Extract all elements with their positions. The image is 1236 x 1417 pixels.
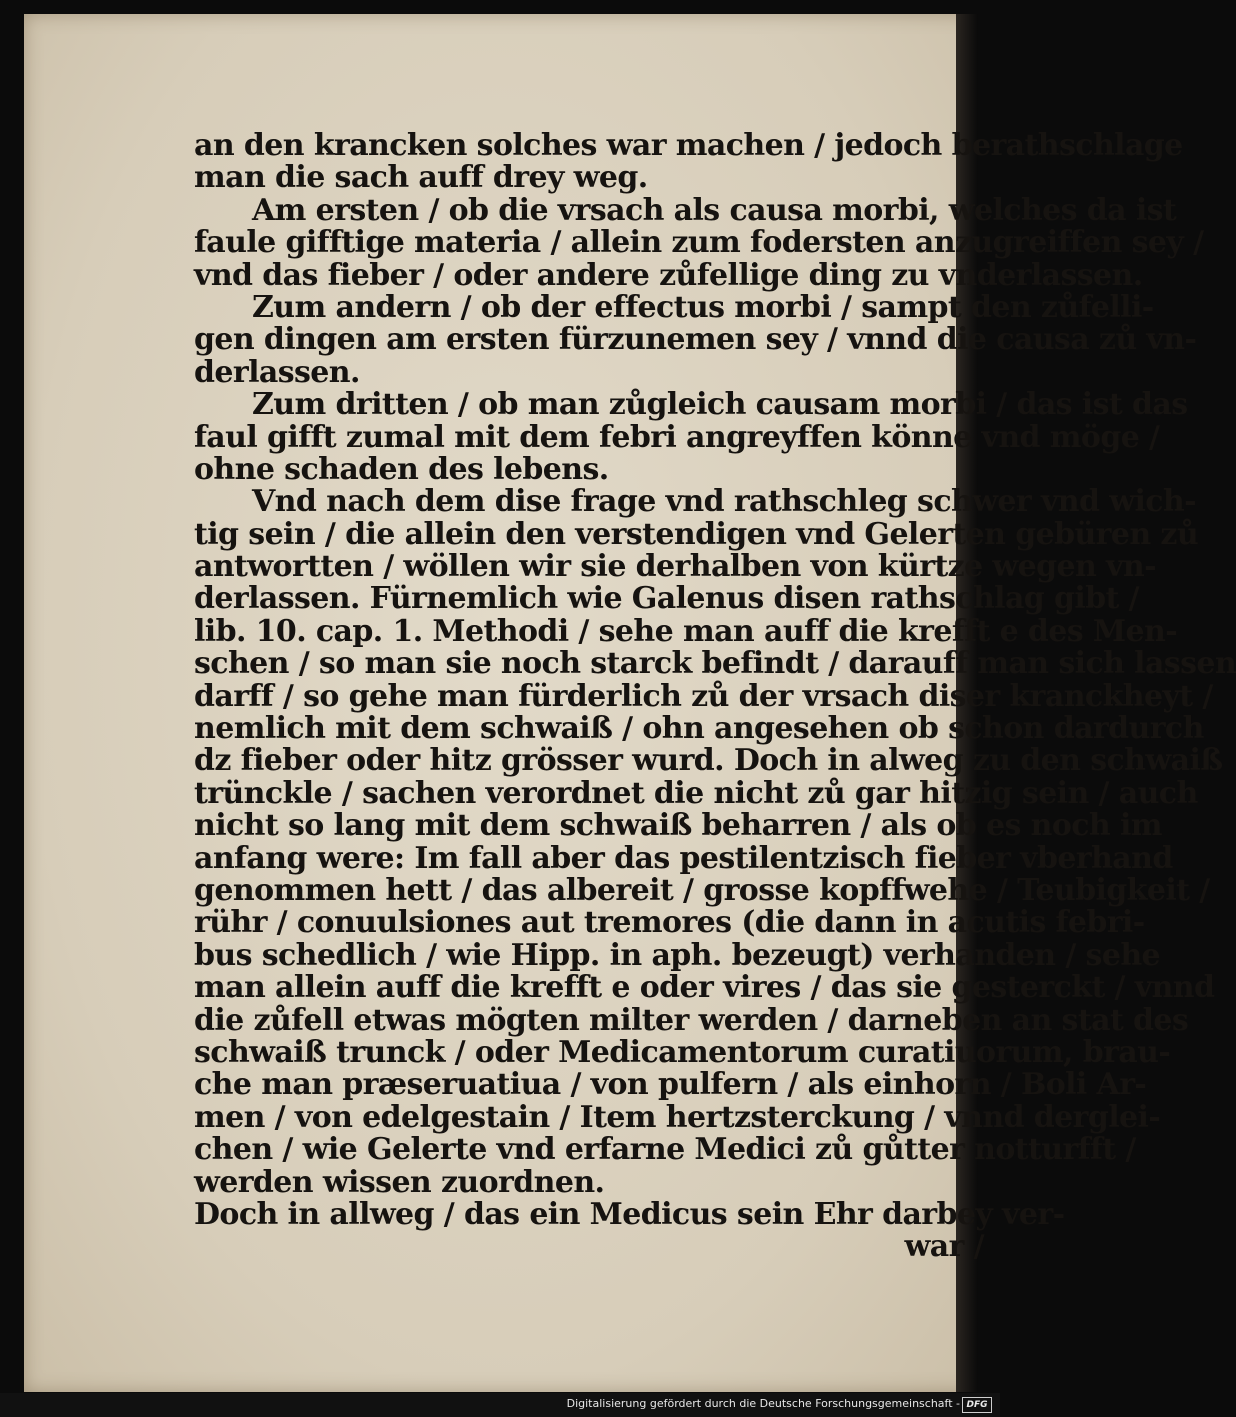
text-line: trünckle / sachen verordnet die nicht zů gar hitzig sein / auch bbox=[194, 775, 1198, 811]
text-line: antwortten / wöllen wir sie derhalben von kürtze wegen vn- bbox=[194, 549, 1156, 585]
text-line: bus schedlich / wie Hipp. in aph. bezeugt) verhanden / sehe bbox=[194, 937, 1161, 973]
page-text-block bbox=[194, 128, 1236, 1265]
text-line: faule gifftige materia / allein zum fodersten anzugreiffen sey / bbox=[194, 225, 1204, 261]
funding-credit: Digitalisierung gefördert durch die Deutsche Forschungsgemeinschaft - bbox=[566, 1397, 960, 1410]
text-line: ohne schaden des lebens. bbox=[194, 451, 609, 487]
text-line: Zum dritten / ob man zůgleich causam morbi / das ist das bbox=[252, 387, 1188, 423]
text-line: anfang were: Im fall aber das pestilentzisch fieber vberhand bbox=[194, 840, 1173, 876]
text-line: derlassen. bbox=[194, 354, 360, 390]
text-line: man die sach auff drey weg. bbox=[194, 160, 648, 196]
text-line: darff / so gehe man fürderlich zů der vrsach diser kranckheyt / bbox=[194, 678, 1213, 714]
text-line: Doch in allweg / das ein Medicus sein Ehr darbey ver- bbox=[194, 1196, 1065, 1232]
text-line: an den krancken solches war machen / jedoch berathschlage bbox=[194, 128, 1183, 163]
book-page bbox=[24, 14, 1236, 1392]
dfg-logo: DFG bbox=[962, 1397, 992, 1413]
catchword: war / bbox=[904, 1229, 984, 1265]
text-line: men / von edelgestain / Item hertzsterckung / vnnd derglei- bbox=[194, 1099, 1161, 1135]
text-line: derlassen. Fürnemlich wie Galenus disen rathschlag gibt / bbox=[194, 581, 1140, 617]
text-line: chen / wie Gelerte vnd erfarne Medici zů gůtter notturfft / bbox=[194, 1132, 1136, 1168]
text-line: Am ersten / ob die vrsach als causa morbi, welches da ist bbox=[252, 192, 1177, 228]
text-line: vnd das fieber / oder andere zůfellige ding zu vnderlassen. bbox=[194, 257, 1143, 293]
text-line: che man præseruatiua / von pulfern / als einhorn / Boli Ar- bbox=[194, 1067, 1147, 1103]
text-line: werden wissen zuordnen. bbox=[194, 1164, 605, 1200]
text-line: schwaiß trunck / oder Medicamentorum curatiuorum, brau- bbox=[194, 1034, 1171, 1070]
digitization-footer bbox=[0, 1393, 1000, 1417]
text-line: gen dingen am ersten fürzunemen sey / vnnd die causa zů vn- bbox=[194, 322, 1197, 358]
text-line: Vnd nach dem dise frage vnd rathschleg schwer vnd wich- bbox=[252, 484, 1196, 520]
text-line: faul gifft zumal mit dem febri angreyffen könne vnd möge / bbox=[194, 419, 1160, 455]
text-line: nicht so lang mit dem schwaiß beharren / als ob es noch im bbox=[194, 808, 1162, 844]
text-line: nemlich mit dem schwaiß / ohn angesehen ob schon dardurch bbox=[194, 711, 1204, 747]
text-line: man allein auff die krefft e oder vires / das sie gesterckt / vnnd bbox=[194, 970, 1215, 1006]
text-line: schen / so man sie noch starck befindt / darauff man sich lassen bbox=[194, 646, 1236, 682]
text-line: genommen hett / das albereit / grosse kopffwehe / Teubigkeit / bbox=[194, 872, 1210, 908]
text-line: rühr / conuulsiones aut tremores (die dann in acutis febri- bbox=[194, 905, 1145, 941]
text-line: die zůfell etwas mögten milter werden / darneben an stat des bbox=[194, 1002, 1189, 1038]
text-line: tig sein / die allein den verstendigen vnd Gelerten gebüren zů bbox=[194, 516, 1199, 552]
text-line: lib. 10. cap. 1. Methodi / sehe man auff die krefft e des Men- bbox=[194, 613, 1178, 649]
text-line: dz fieber oder hitz grösser wurd. Doch in alweg zu den schwaiß bbox=[194, 743, 1223, 779]
text-line: Zum andern / ob der effectus morbi / sampt den zůfelli- bbox=[252, 289, 1154, 325]
